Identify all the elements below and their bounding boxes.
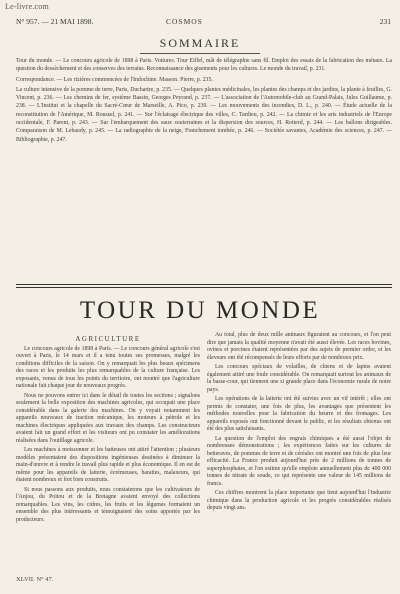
sommaire-paragraph: La culture intensive de la pomme de terre, Paris, Duchartre, p. 235. — Quelques plantes médicinales, les plantes des champs et des jardins, la plante à feuilles, G. Vincent, p. 236. — Les chemins de fer, système Bassin, Georges Peyrand, p. 237. — L'association de l'Automobile-club au Grand-Palais, Jules Guillaume, p. 238. — L'Institut et la chapelle du Sacré-Cœur de Marseille, A. Pico, p. 239. — Les mouvements des incendies, D. L., p. 240. — Étude actuelle de la reconstitution de l'Amérique, M. Roussel, p. 241. — Sur l'éclairage électrique des villes, C. Tardieu, p. 242. — La chimie et les arts industriels de l'Europe occidentale, F. Parent, p. 243. — Sur l'embarquement des eaux souterraines et la dispersion des sources, H. Rotterd, p. 244. — Les ballons dirigeables. Comparaison de M. Lebaudy, p. 245. — La radiographie de la neige, Franchement tombée, p. 246. — Sociétés savantes, Académie des sciences, p. 247. — Bibliographie, p. 247. xyxy=(16,86,392,143)
article-paragraph: Au total, plus de deux mille animaux figuraient au concours, et l'on peut dire que jamais la qualité moyenne n'avait été aussi élevée. Les races bovines, ovines et porcines étaient représentées par des sujets de premier ordre, et les éleveurs ont été récompensés de leurs efforts par de nombreux prix. xyxy=(207,332,391,361)
issue-info: N° 957. — 21 MAI 1898. xyxy=(16,17,94,26)
sommaire-body xyxy=(16,57,392,146)
article-paragraph: Nous ne pouvons entrer ici dans le détail de toutes les sections ; signalons seulement la belle exposition des machines agricoles, qui occupait une place considérable dans la galerie des machines. On y voyait notamment les appareils nouveaux de traction mécanique, les moteurs à pétrole et les machines électriques appliquées aux travaux des champs. Les constructeurs avaient fait un grand effort et les visiteurs ont pu constater les améliorations réalisées dans l'outillage agricole. xyxy=(16,392,200,444)
divider xyxy=(140,53,260,54)
article-paragraph: La question de l'emploi des engrais chimiques a été aussi l'objet de nombreuses démonstrations ; les expériences faites sur les cultures de betteraves, de pommes de terre et de céréales ont montré une fois de plus leur efficacité. La France produit aujourd'hui près de 2 millions de tonnes de superphosphates, et l'on estime qu'elle emploie annuellement plus de 400 000 tonnes de nitrate de soude, ce qui représente une valeur de 145 millions de francs. xyxy=(207,435,391,487)
page-footer: XLVII. N° 47. xyxy=(16,576,54,583)
watermark-text: Le-livre.com xyxy=(5,2,49,11)
article-column-left xyxy=(16,336,200,526)
article-paragraph: Si nous passons aux produits, nous constaterons que les cultivateurs de l'Anjou, du Poitou et de la Bretagne avaient envoyé des collections remarquables. Les vins, les cidres, les fruits et les légumes formaient un ensemble des plus intéressants et témoignaient des soins apportés par les producteurs. xyxy=(16,486,200,523)
article-paragraph: Le concours agricole de 1898 à Paris. — Le concours général agricole s'est ouvert à Paris, le 14 mars et il a tenu toutes ses promesses, malgré les conditions difficiles de la saison. On y remarquait les plus beaux spécimens des races et les produits les plus remarquables de la culture française. Les exposants, venus de tous les points du territoire, ont montré que l'agriculture nationale fait chaque jour de nouveaux progrès. xyxy=(16,345,200,389)
article-paragraph: Les machines à moissonner et les batteuses ont attiré l'attention ; plusieurs modèles présentaient des dispositions ingénieuses destinées à diminuer la main-d'œuvre et à rendre le travail plus rapide et plus économique. Il en est de même pour les appareils de laiterie, écrémeuses, barattes, malaxeurs, qui étaient nombreux et fort bien construits. xyxy=(16,447,200,483)
page-number: 231 xyxy=(379,17,391,26)
article-paragraph: Ces chiffres montrent la place importante que tient aujourd'hui l'industrie chimique dans la production agricole et les progrès considérables réalisés depuis vingt ans. xyxy=(207,490,391,511)
section-label: AGRICULTURE xyxy=(75,335,141,343)
journal-name: COSMOS xyxy=(166,17,203,26)
divider xyxy=(16,287,392,288)
article-paragraph: Les concours spéciaux de volailles, de chiens et de lapins avaient également attiré une foule considérable. On remarquait surtout les animaux de la basse-cour, qui tiennent une si grande place dans l'économie rurale de notre pays. xyxy=(207,364,391,393)
article-paragraph: Les opérations de la laiterie ont été suivies avec un vif intérêt ; elles ont permis de constater, une fois de plus, les avantages que présentent les méthodes nouvelles pour la fabrication du beurre et des fromages. Les appareils exposés ont fonctionné devant le public, et les résultats obtenus ont été des plus satisfaisants. xyxy=(207,396,391,432)
divider xyxy=(16,284,392,285)
sommaire-paragraph: Tour du monde. — Le concours agricole de 1898 à Paris. Voitures. Tour Eiffel, mât de télégraphie sans fil. Emploi des essais de la fabrication des métaux. La question du dessèchement et des conserves des terrains. Reconnaissance des gisements pour les cultures. Le monde du travail, p. 231. xyxy=(16,58,392,73)
sommaire-title: SOMMAIRE xyxy=(159,36,241,50)
section-title: TOUR DU MONDE xyxy=(79,297,321,324)
sommaire-paragraph: Correspondance. — Les rizières commencées de l'Indochine. Masson. Pierre, p. 235. xyxy=(16,76,213,83)
article-column-right xyxy=(207,332,391,515)
